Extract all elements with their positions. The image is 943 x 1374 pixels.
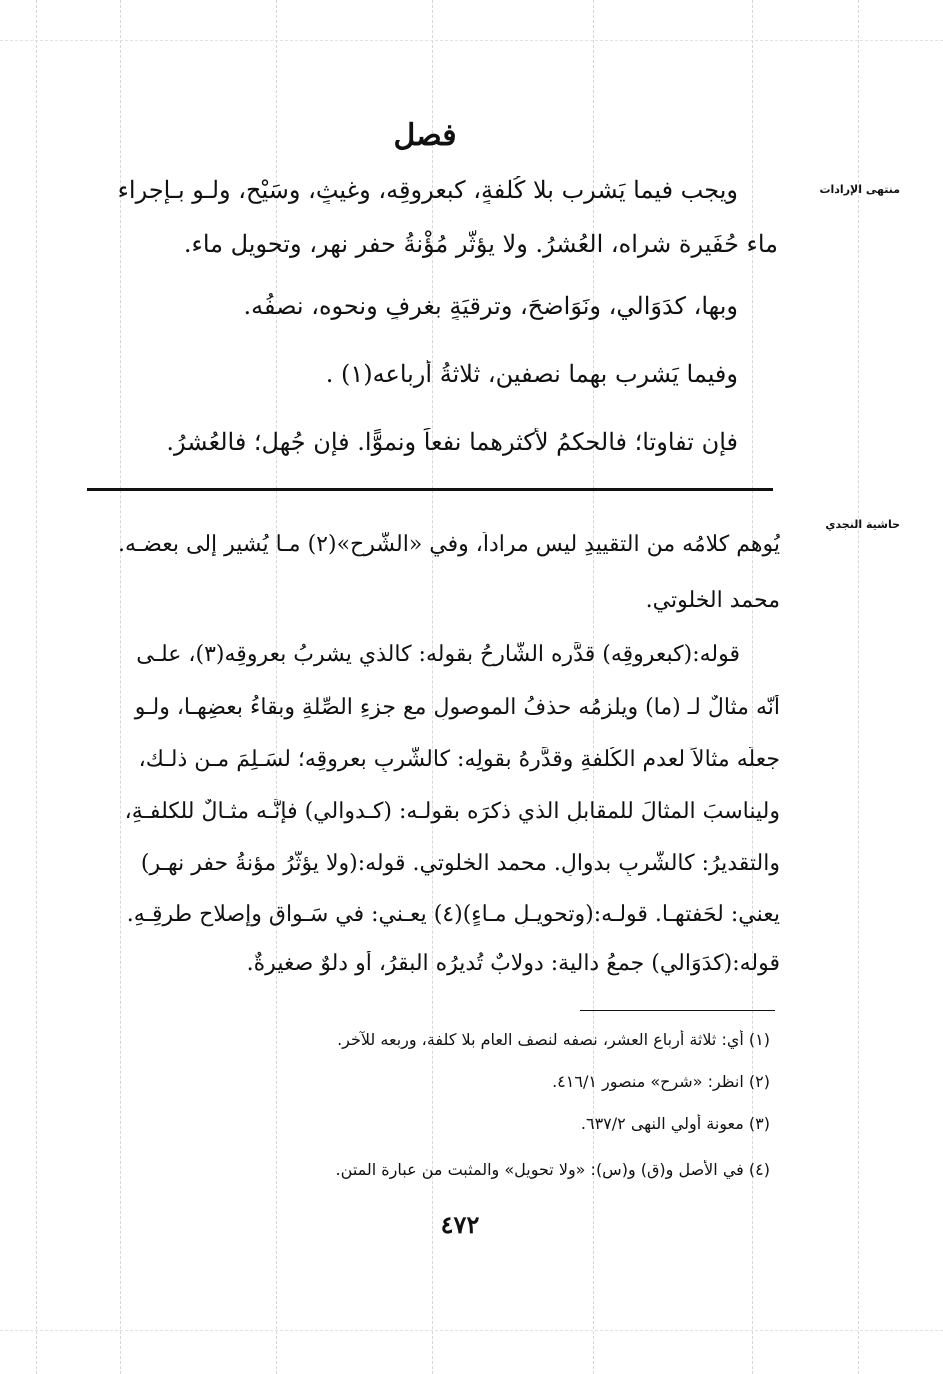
hashiya-line: والتقديرُ: كالشُّربِ بدوالٍ. محمد الخلوتي. قوله:(ولا يؤثّرُ مؤنةُ حفرِ نهـرٍ) [140, 851, 780, 876]
hashiya-line: يُوهم كلامُه من التقييدِ ليس مراداً، وفي «الشّرح»(٢) مـا يُشير إلى بعضـه. [117, 532, 780, 557]
footnote-item: (٢) انظر: «شرح» منصور ٤١٦/١. [552, 1072, 770, 1091]
footnote-item: (٣) معونة أولي النهى ٦٣٧/٢. [580, 1114, 770, 1133]
footnote-divider [580, 1010, 775, 1011]
hashiya-line: يعني: لحَفتهـا. قولـه:(وتحويـلِ مـاءٍ)(٤) يعـني: في سَـواقٍ وإصلاحِ طرقِـهِ. [126, 902, 780, 927]
hashiya-line: أنّه مثالٌ لـ (ما) ويلزمُه حذفُ الموصولِ مع جزءِ الصِّلةِ وبقاءُ بعضِهـا، ولـو [134, 695, 780, 720]
matn-line: فإن تفاوتا؛ فالحكمُ لأكثرِهما نفعاً ونموًّا. فإن جُهل؛ فالعُشرُ. [166, 428, 738, 456]
hashiya-line: قوله:(كبعروقِه) قدَّره الشَّارحُ بقوله: كالذي يشربُ بعروقِه(٣)، علـى [136, 642, 740, 667]
footnote-item: (١) أي: ثلاثة أرباع العشر، نصفه لنصف العام بلا كلفة، وربعه للآخر. [337, 1030, 770, 1049]
matn-line: ماء حُفَيرة شراه، العُشرُ. ولا يؤثّر مُؤْنةُ حفرِ نهر، وتحويلِ ماء. [183, 230, 778, 258]
footnote-item: (٤) في الأصل و(ق) و(س): «ولا تحويل» والمثبت من عبارة المتن. [335, 1160, 770, 1179]
section-divider [87, 488, 773, 491]
chapter-title: فصل [393, 118, 457, 153]
side-label-hashiya: حاشية النجدي [825, 518, 900, 531]
matn-line: وفيما يَشرب بهما نصفين، ثلاثةُ أرباعه(١) . [325, 360, 738, 388]
side-label-matn: منتهى الإرادات [819, 183, 900, 196]
hashiya-line: وليناسبَ المثالَ للمقابلِ الذي ذكرَه بقولـه: (كـدوالي) فإنَّـه مثـالٌ للكلفـةِ، [124, 799, 780, 824]
matn-line: وبها، كدَوَالي، ونَوَاضحَ، وترقيَةٍ بغرفٍ ونحوه، نصفُه. [243, 292, 738, 320]
matn-line: ويجب فيما يَشرب بلا كُلفةٍ، كبعروقِه، وغيثٍ، وسَيْحٍ، ولـو بـإجراء [117, 176, 738, 204]
hashiya-line: قوله:(كدَوَالي) جمعُ دالية: دولابٌ تُديرُه البقرُ، أو دلوٌ صغيرةٌ. [246, 951, 780, 976]
page-number: ٤٧٢ [440, 1210, 480, 1239]
hashiya-line: محمد الخلوتي. [645, 588, 780, 613]
hashiya-line: جعلَه مثالاً لعدمِ الكُلفةِ وقدَّرهُ بقولِه: كالشُّربِ بعروقِه؛ لسَـلِمَ مـن ذلـك، [138, 747, 780, 772]
